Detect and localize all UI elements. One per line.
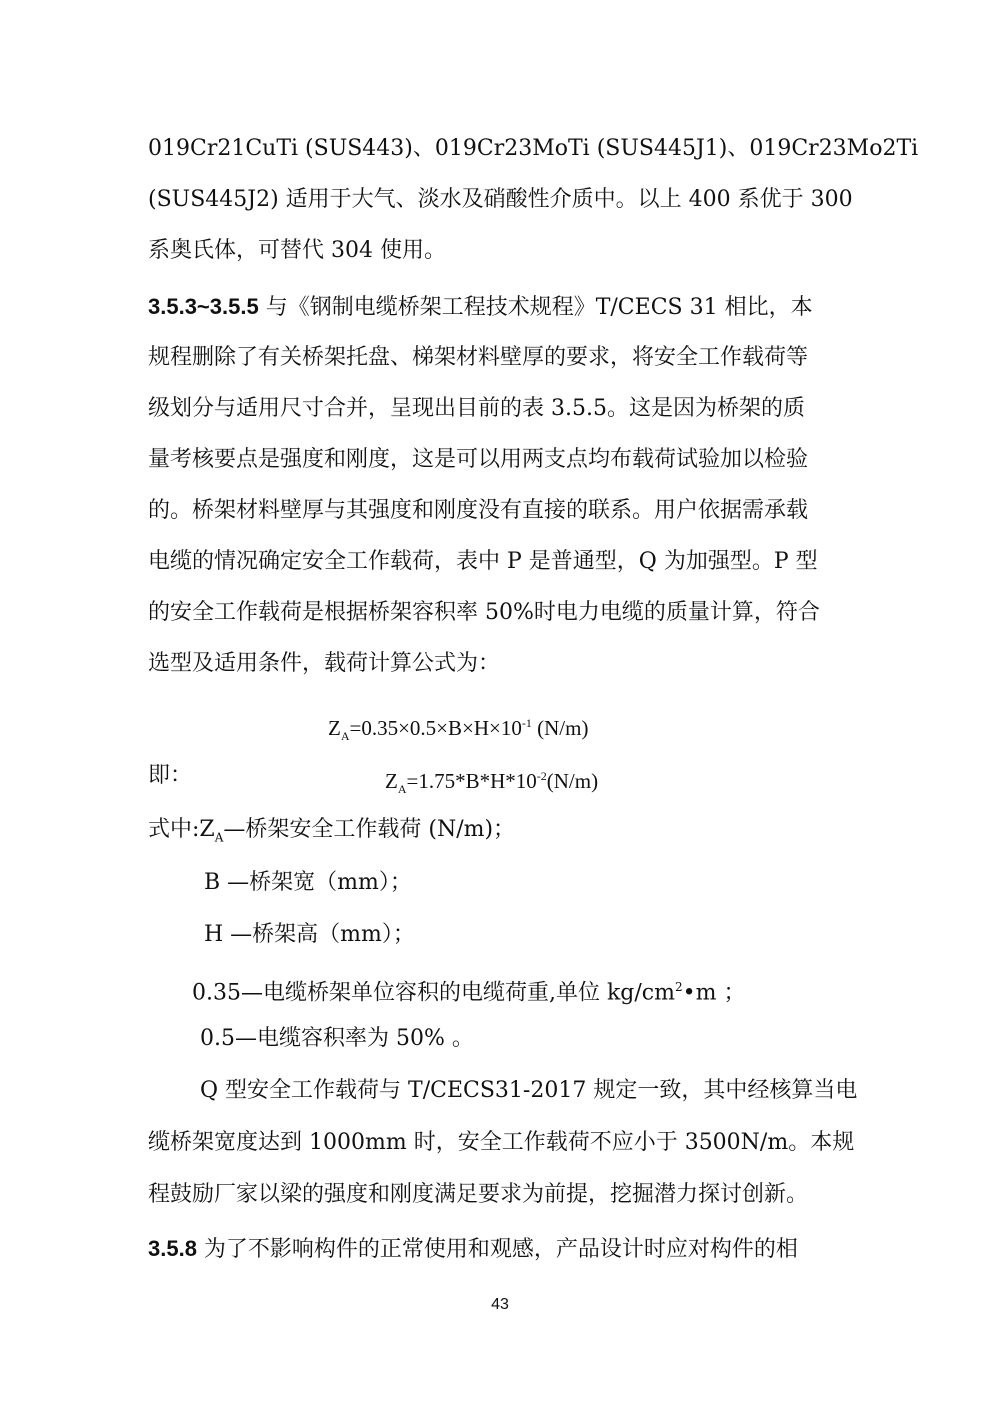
definition-035: 0.35—电缆桥架单位容积的电缆荷重,单位 $kg/cm^2•m$ ；	[192, 980, 746, 1006]
formula-label: 即：	[148, 763, 193, 788]
section-heading-line	[148, 292, 813, 323]
paragraph-line: 量考核要点是强度和刚度，这是可以用两支点均布载荷试验加以检验	[148, 447, 809, 472]
section-number: 3.5.3~3.5.5	[148, 294, 259, 319]
paragraph-line: 程鼓励厂家以梁的强度和刚度满足要求为前提，挖掘潜力探讨创新。	[148, 1182, 809, 1207]
definition-h: H —桥架高（mm）；	[204, 922, 415, 947]
section-text: 为了不影响构件的正常使用和观感，产品设计时应对构件的相	[196, 1237, 798, 1262]
section-number: 3.5.8	[148, 1236, 197, 1261]
definition-05: 0.5—电缆容积率为 50% 。	[200, 1026, 474, 1051]
paragraph-line: 的安全工作载荷是根据桥架容积率 50%时电力电缆的质量计算，符合	[148, 600, 820, 625]
definition-intro: 式中$:Z_A—$桥架安全工作载荷 (N/m)；	[148, 817, 516, 845]
definition-b: B —桥架宽（mm）；	[204, 870, 412, 895]
paragraph-line: 的。桥架材料壁厚与其强度和刚度没有直接的联系。用户依据需承载	[148, 498, 809, 523]
page-number: 43	[491, 1296, 509, 1313]
paragraph-line: 缆桥架宽度达到 1000mm 时，安全工作载荷不应小于 3500N/m。本规	[148, 1130, 855, 1155]
paragraph-line: 选型及适用条件，载荷计算公式为：	[148, 651, 501, 676]
paragraph-line: Q 型安全工作载荷与 T/CECS31-2017 规定一致，其中经核算当电	[200, 1078, 858, 1103]
paragraph-line: 019Cr21CuTi (SUS443)、019Cr23MoTi (SUS445J1)、019Cr23Mo2Ti	[148, 136, 919, 161]
paragraph-line: 规程删除了有关桥架托盘、梯架材料壁厚的要求，将安全工作载荷等	[148, 345, 809, 370]
simplified-formula: $Z_A=1.75*B*H*10^{-2}(N/m)$	[385, 769, 599, 797]
section-heading-line	[148, 1234, 798, 1265]
paragraph-line: (SUS445J2) 适用于大气、淡水及硝酸性介质中。以上 400 系优于 300	[148, 187, 853, 212]
load-formula: $Z_A=0.35\times 0.5\times B\times H\times 10^{-1}$ (N/m)	[328, 716, 589, 744]
paragraph-line: 级划分与适用尺寸合并，呈现出目前的表 3.5.5。这是因为桥架的质	[148, 396, 805, 421]
paragraph-line: 电缆的情况确定安全工作载荷，表中 P 是普通型，Q 为加强型。P 型	[148, 549, 818, 574]
paragraph-line: 系奥氏体，可替代 304 使用。	[148, 238, 446, 263]
section-text: 与《钢制电缆桥架工程技术规程》T/CECS 31 相比，本	[258, 295, 813, 320]
